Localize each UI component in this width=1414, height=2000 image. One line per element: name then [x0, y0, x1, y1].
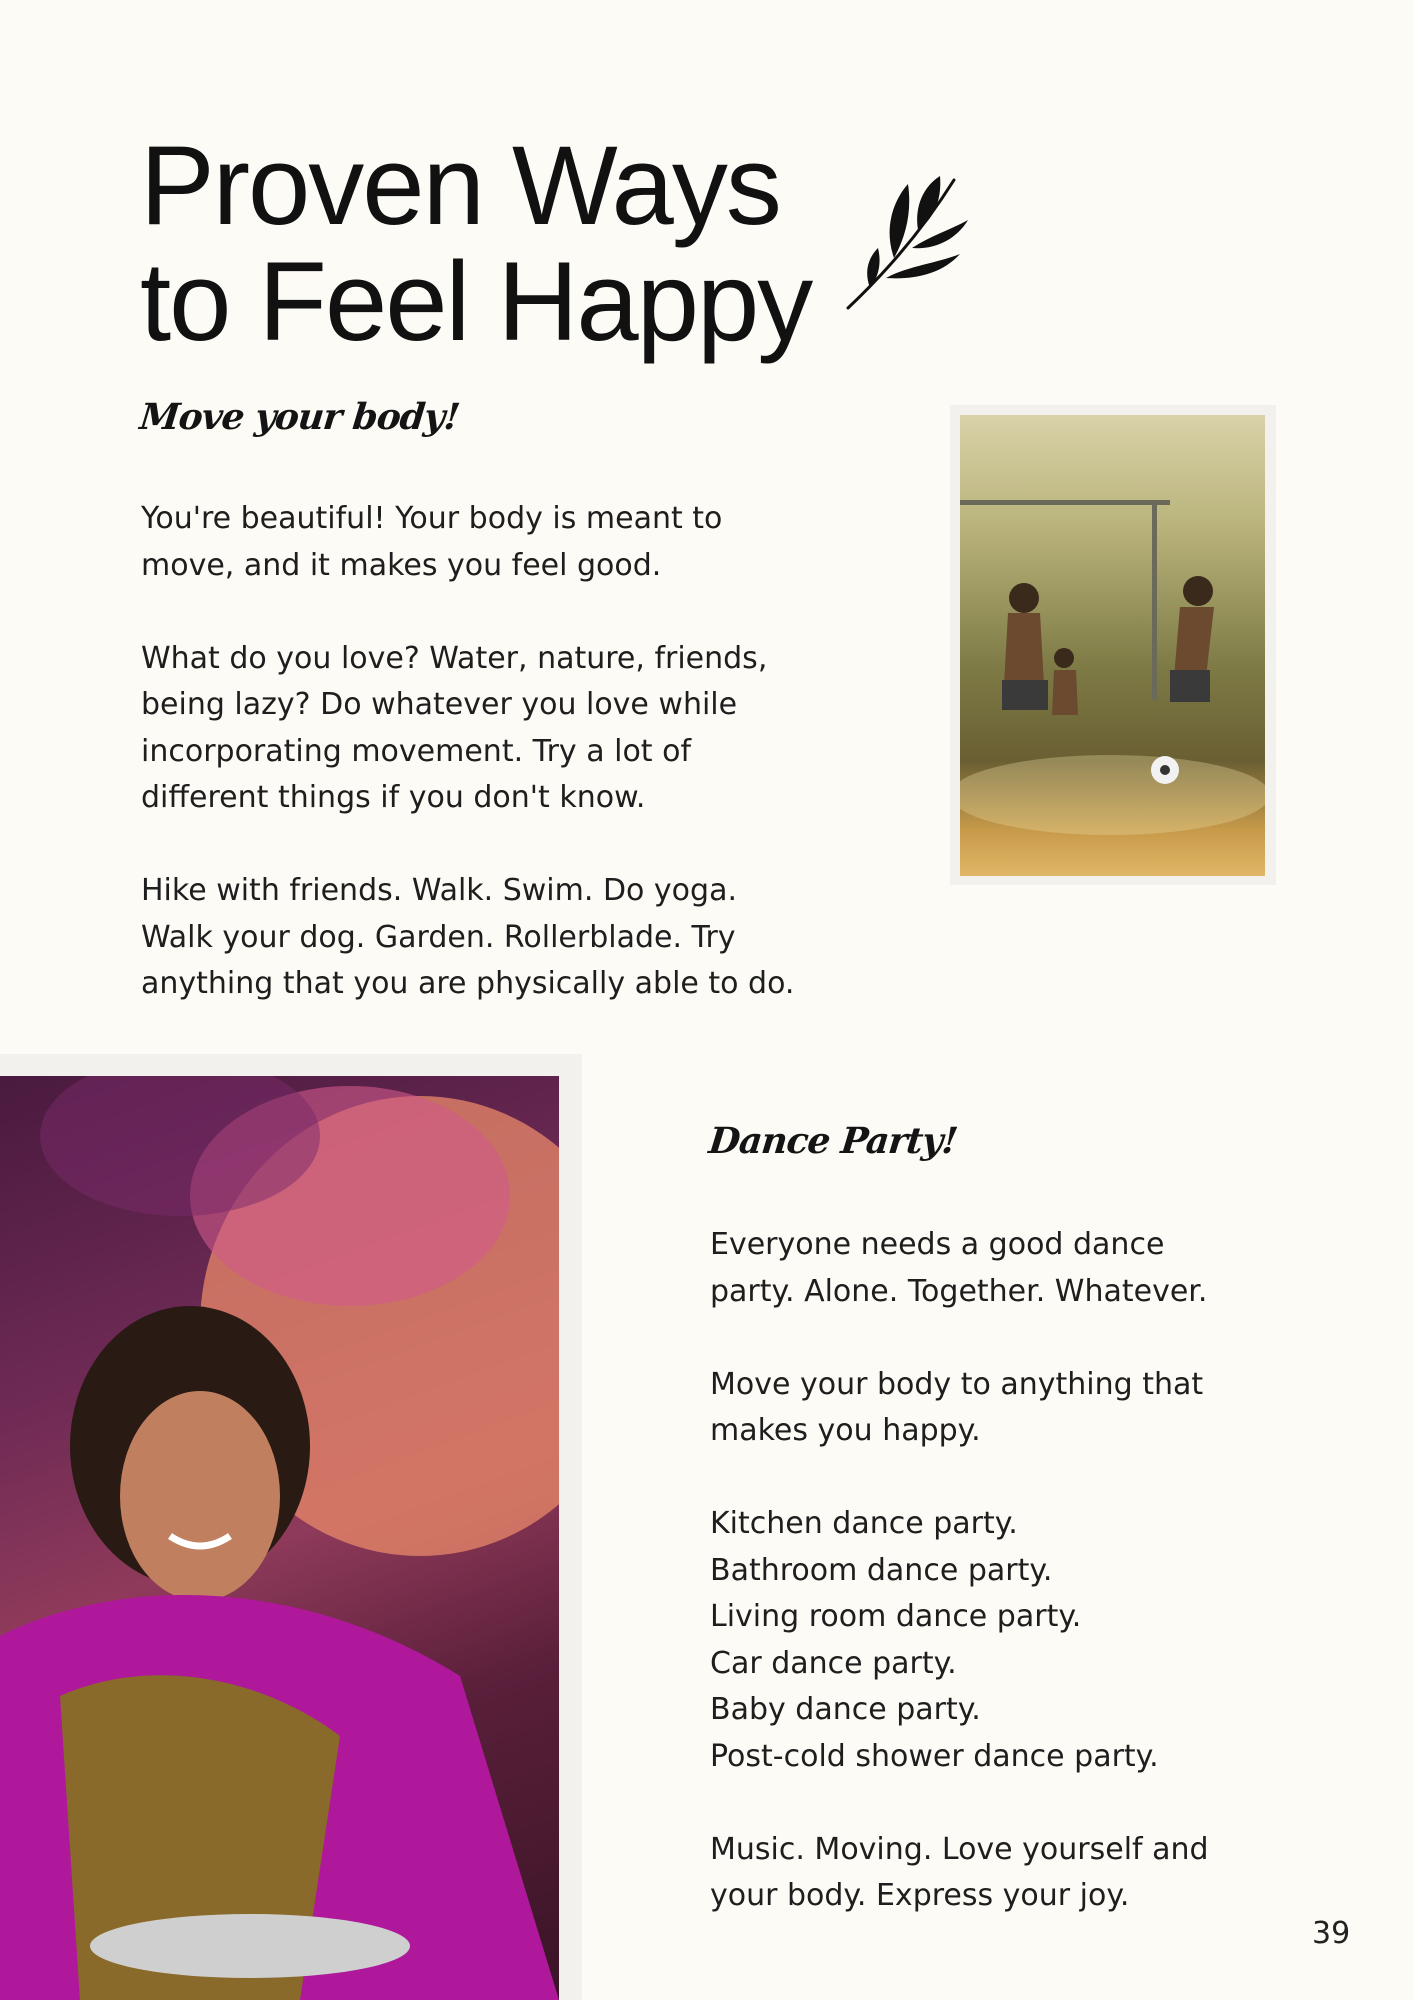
- section-body-move: [141, 496, 794, 1008]
- page-title: [140, 123, 812, 364]
- holi-festival-photo: [0, 1076, 559, 2000]
- leaf-branch-icon: [842, 172, 970, 312]
- title-line-1: Proven Ways: [140, 123, 780, 248]
- section-heading-move: Move your body!: [137, 396, 462, 438]
- soccer-photo: [960, 415, 1265, 876]
- holi-scene-illustration: [0, 1076, 559, 2000]
- paragraph: Kitchen dance party. Bathroom dance party. Living room dance party. Car dance party. Baby dance party. Post-cold shower dance party.: [710, 1506, 1159, 1774]
- paragraph: You're beautiful! Your body is meant to move, and it makes you feel good.: [141, 501, 723, 583]
- paragraph: Music. Moving. Love yourself and your body. Express your joy.: [710, 1831, 1209, 1913]
- title-line-2: to Feel Happy: [140, 239, 812, 364]
- section-body-dance: [710, 1222, 1209, 1920]
- paragraph: What do you love? Water, nature, friends, being lazy? Do whatever you love while incorporating movement. Try a lot of different things if you don't know.: [141, 640, 768, 815]
- paragraph: Everyone needs a good dance party. Alone. Together. Whatever.: [710, 1227, 1208, 1309]
- page-number: 39: [1312, 1916, 1351, 1951]
- paragraph: Move your body to anything that makes you happy.: [710, 1366, 1204, 1448]
- section-heading-dance: Dance Party!: [706, 1120, 960, 1162]
- soccer-scene-illustration: [960, 415, 1265, 876]
- paragraph: Hike with friends. Walk. Swim. Do yoga. Walk your dog. Garden. Rollerblade. Try anything that you are physically able to do.: [141, 873, 795, 1001]
